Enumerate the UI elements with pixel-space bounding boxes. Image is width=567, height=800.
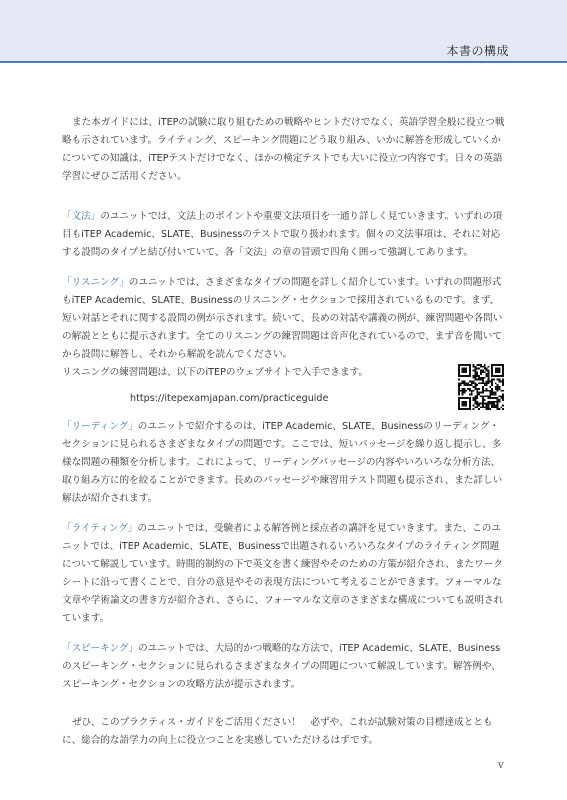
url-row (62, 390, 506, 408)
page-content (62, 114, 506, 750)
listening-section (62, 274, 506, 364)
grammar-section (62, 208, 506, 262)
intro-paragraph: また本ガイドには、iTEPの試験に取り組むための戦略やヒントだけでなく、英語学習全般に役立つ戦略も示されています。ライティング、スピーキング問題にどう取り組み、いかに解答を形成していくかについての知識は、iTEPテストだけでなく、ほかの検定テストでも大いに役立つ内容です。日々の英語学習にぜひご活用ください。 (62, 117, 505, 182)
header-rule (0, 61, 567, 63)
reading-heading: 「リーディング」 (62, 421, 138, 432)
listening-download-note: リスニングの練習問題は、以下のiTEPのウェブサイトで入手できます。 (62, 367, 368, 378)
listening-heading: 「リスニング」 (62, 277, 129, 288)
writing-section (62, 520, 506, 628)
listening-body: のユニットでは、さまざまなタイプの問題を詳しく紹介しています。いずれの問題形式もiTEP Academic、SLATE、Businessのリスニング・セクションで採用されているものです。まず、短い対話とそれに関する設問の例が示されます。続いて、長めの対話や講義の例が、練習問題や各問いの解説とともに提示されます。全てのリスニングの練習問題は音声化されているので、まず音を聞いてから設問に解答し、それから解説を読んでください。 (62, 277, 503, 360)
grammar-heading: 「文法」 (62, 211, 101, 222)
reading-body: のユニットで紹介するのは、iTEP Academic、SLATE、Businessのリーディング・セクションに見られるさまざまなタイプの問題です。ここでは、短いパッセージを繰り返し提示し、多様な問題の種類を分析します。これによって、リーディングパッセージの内容やいろいろな分析方法、取り組み方に的を絞ることができます。長めのパッセージや練習用テスト問題も提示され、また詳しい解法が紹介されます。 (62, 421, 503, 504)
closing-paragraph: ぜひ、このプラクティス・ガイドをご活用ください！ 必ずや、これが試験対策の目標達成とともに、総合的な語学力の向上に役立つことを実感していただけるはずです。 (62, 717, 493, 746)
running-header-title: 本書の構成 (446, 44, 509, 58)
practice-guide-url[interactable]: https://itepexamjapan.com/practiceguide (130, 393, 329, 404)
writing-body: のユニットでは、受験者による解答例と採点者の講評を見ていきます。また、このユニットでは、iTEP Academic、SLATE、Businessで出題されるいろいろなタイプのライティング問題について解説しています。時間的制約の下で英文を書く練習やそのための方策が紹介され、またワークシートに沿って書くことで、自分の意見やその表現方法について考えることができます。フォーマルな文章や学術論文の書き方が紹介され、さらに、フォーマルな文章のさまざまな構成についても説明されています。 (62, 523, 504, 624)
speaking-body: のユニットでは、大局的かつ戦略的な方法で、iTEP Academic、SLATE、Businessのスピーキング・セクションに見られるさまざまなタイプの問題について解説しています。解答例や、スピーキング・セクションの攻略方法が提示されます。 (62, 643, 501, 690)
speaking-section (62, 640, 506, 694)
speaking-heading: 「スピーキング」 (62, 643, 139, 654)
writing-heading: 「ライティング」 (62, 523, 138, 534)
reading-section (62, 418, 506, 508)
grammar-body: のユニットでは、文法上のポイントや重要文法項目を一通り詳しく見ていきます。いずれの項目もiTEP Academic、SLATE、Businessのテストで取り扱われます。個々の文法事項は、それに対応する設問のタイプと結び付いていて、各「文法」の章の冒頭で四角く囲って強調してあります。 (62, 211, 503, 258)
qr-code-icon[interactable] (458, 364, 504, 410)
page-number: v (498, 760, 504, 771)
